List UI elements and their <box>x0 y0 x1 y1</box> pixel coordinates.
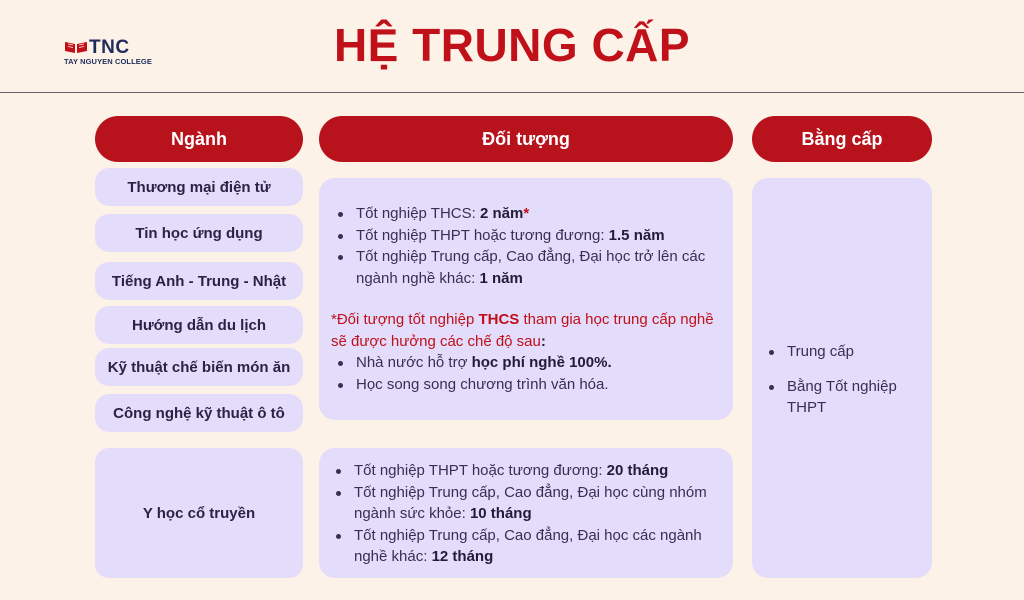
logo-subtitle: TAY NGUYEN COLLEGE <box>64 57 152 66</box>
list-item: Tốt nghiệp THCS: 2 năm* <box>331 203 723 225</box>
list-item: Tốt nghiệp Trung cấp, Cao đẳng, Đại học trở lên các ngành nghề khác: 1 năm <box>331 246 723 289</box>
major-item: Hướng dẫn du lịch <box>95 306 303 344</box>
list-item: Tốt nghiệp THPT hoặc tương đương: 1.5 năm <box>331 225 723 247</box>
target-list <box>331 203 723 289</box>
major-item: Tiếng Anh - Trung - Nhật <box>95 262 303 300</box>
list-item: Nhà nước hỗ trợ học phí nghề 100%. <box>331 352 723 374</box>
target-list <box>329 460 723 568</box>
list-item: Học song song chương trình văn hóa. <box>331 374 723 396</box>
column-header-major: Ngành <box>95 116 303 162</box>
major-item: Tin học ứng dụng <box>95 214 303 252</box>
major-item: Y học cổ truyền <box>95 448 303 578</box>
target-card-general <box>319 178 733 420</box>
list-item: Tốt nghiệp Trung cấp, Cao đẳng, Đại học cùng nhóm ngành sức khỏe: 10 tháng <box>329 482 723 525</box>
major-item: Công nghệ kỹ thuật ô tô <box>95 394 303 432</box>
degree-list <box>762 341 922 419</box>
column-header-target: Đối tượng <box>319 116 733 162</box>
list-item: Bằng Tốt nghiệp THPT <box>762 376 922 419</box>
major-item: Thương mại điện tử <box>95 168 303 206</box>
major-item: Kỹ thuật chế biến món ăn <box>95 348 303 386</box>
list-item: Trung cấp <box>762 341 922 363</box>
logo-text: TNC <box>89 37 130 58</box>
page-title: HỆ TRUNG CẤP <box>333 19 691 71</box>
benefit-list <box>331 352 723 395</box>
target-card-medicine <box>319 448 733 578</box>
column-header-degree: Bằng cấp <box>752 116 932 162</box>
thcs-note: *Đối tượng tốt nghiệp THCS tham gia học trung cấp nghề sẽ được hưởng các chế độ sau: <box>331 311 714 350</box>
header <box>0 0 1024 93</box>
list-item: Tốt nghiệp THPT hoặc tương đương: 20 tháng <box>329 460 723 482</box>
degree-card <box>752 178 932 578</box>
list-item: Tốt nghiệp Trung cấp, Cao đẳng, Đại học các ngành nghề khác: 12 tháng <box>329 525 723 568</box>
